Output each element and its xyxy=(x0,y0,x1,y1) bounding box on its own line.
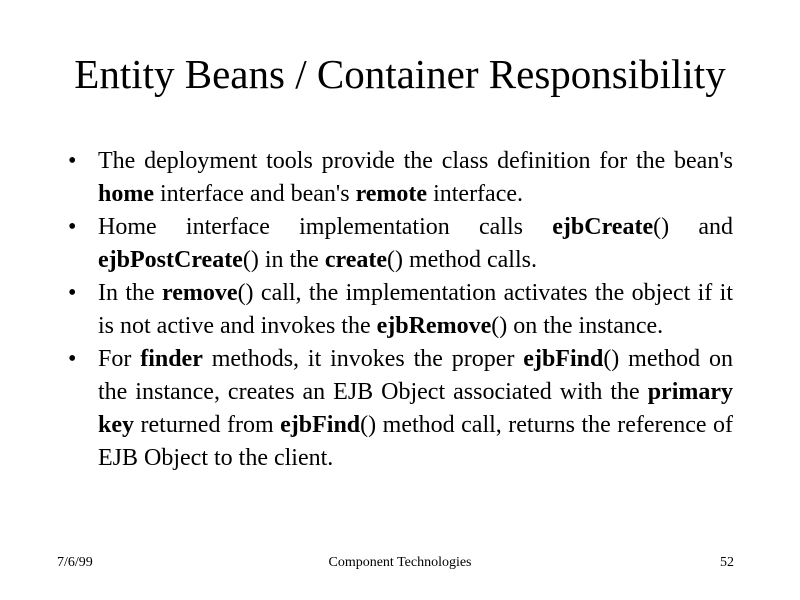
text-run: () method call, returns the reference of EJB Object to the client. xyxy=(98,412,734,471)
text-run: () method calls. xyxy=(387,247,537,273)
bullet-text xyxy=(98,148,733,207)
slide-title: Entity Beans / Container Responsibility xyxy=(74,51,726,97)
text-run: () in the xyxy=(242,247,325,273)
text-run: () and xyxy=(653,214,733,240)
bullet-icon: • xyxy=(68,280,77,306)
text-run: For xyxy=(98,346,141,372)
bullet-item xyxy=(68,343,733,475)
bullet-icon: • xyxy=(68,346,77,372)
text-run: () on the instance. xyxy=(491,313,664,339)
bold-term: home xyxy=(98,181,154,207)
text-run: interface and bean's xyxy=(154,181,356,207)
text-run: Home interface implementation calls xyxy=(98,214,553,240)
bullet-item xyxy=(68,145,733,211)
bold-term: remote xyxy=(355,181,428,207)
text-run: methods, it invokes the proper xyxy=(202,346,524,372)
bullet-list xyxy=(68,145,733,475)
bullet-item xyxy=(68,277,733,343)
bold-term: ejbPostCreate xyxy=(98,247,243,273)
bold-term: ejbRemove xyxy=(376,313,492,339)
bold-term: primary key xyxy=(98,379,733,438)
bold-term: finder xyxy=(140,346,203,372)
footer-date: 7/6/99 xyxy=(57,555,93,570)
bold-term: ejbFind xyxy=(523,346,604,372)
bold-term: create xyxy=(324,247,387,273)
bold-term: remove xyxy=(162,280,238,306)
bullet-icon: • xyxy=(68,148,77,174)
text-run: interface. xyxy=(427,181,524,207)
page-number: 52 xyxy=(720,555,734,570)
text-run: () method on the instance, creates an EJB Object associated with the xyxy=(98,346,733,405)
bullet-text xyxy=(98,214,733,273)
text-run: The deployment tools provide the class definition for the bean's xyxy=(98,148,733,174)
bullet-text xyxy=(98,346,733,471)
bold-term: ejbFind xyxy=(280,412,361,438)
text-run: () call, the implementation activates the object if it is not active and invokes the xyxy=(98,280,733,339)
text-run: returned from xyxy=(134,412,281,438)
bullet-item xyxy=(68,211,733,277)
text-run: In the xyxy=(98,280,163,306)
bullet-icon: • xyxy=(68,214,77,240)
bold-term: ejbCreate xyxy=(552,214,654,240)
footer-title: Component Technologies xyxy=(328,555,472,570)
bullet-text xyxy=(98,280,733,339)
